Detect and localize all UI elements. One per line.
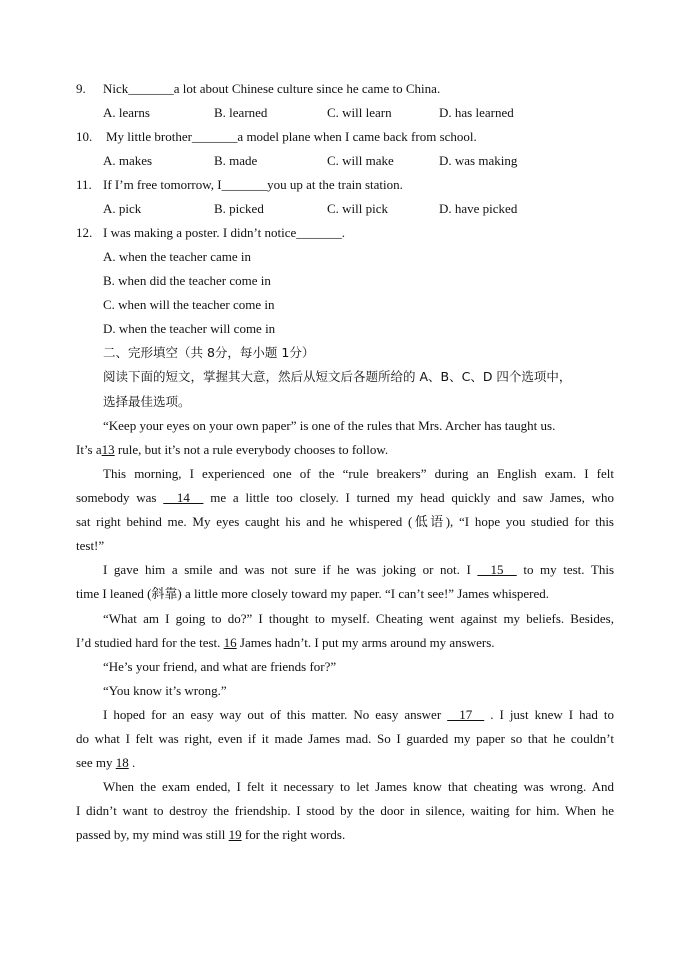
passage-line: test!” <box>76 538 105 553</box>
question-number: 11. <box>76 177 92 192</box>
passage-line: “Keep your eyes on your own paper” is one of the rules that Mrs. Archer has taught us. <box>103 418 556 433</box>
question-stem: If I’m free tomorrow, I_______you up at the train station. <box>103 177 403 192</box>
blank-15[interactable]: 15 <box>477 562 517 577</box>
passage-line: This morning, I experienced one of the “rule breakers” during an English exam. I felt <box>103 466 614 481</box>
passage-line: I didn’t want to destroy the friendship. I stood by the door in silence, waiting for him. When he <box>76 803 614 818</box>
passage-line: “You know it’s wrong.” <box>103 683 227 698</box>
passage-line: somebody was 14 me a little too closely. I turned my head quickly and saw James, who <box>76 490 615 505</box>
blank-14[interactable]: 14 <box>163 490 204 505</box>
question-number: 9. <box>76 81 86 96</box>
passage-line: see my 18 . <box>76 755 136 770</box>
option-b[interactable]: B. made <box>214 153 258 168</box>
option-b[interactable]: B. when did the teacher come in <box>103 273 271 288</box>
question-number: 10. <box>76 129 93 144</box>
question-stem: Nick_______a lot about Chinese culture since he came to China. <box>103 81 441 96</box>
passage-line: passed by, my mind was still 19 for the right words. <box>76 827 346 842</box>
option-b[interactable]: B. picked <box>214 201 264 216</box>
option-a[interactable]: A. when the teacher came in <box>103 249 251 264</box>
option-d[interactable]: D. was making <box>439 153 518 168</box>
option-c[interactable]: C. when will the teacher come in <box>103 297 275 312</box>
passage-line: When the exam ended, I felt it necessary to let James know that cheating was wrong. And <box>103 779 614 794</box>
passage-line: “He’s your friend, and what are friends for?” <box>103 659 337 674</box>
option-b[interactable]: B. learned <box>214 105 268 120</box>
passage-line: time I leaned (斜靠) a little more closely toward my paper. “I can’t see!” James whispered. <box>76 586 550 601</box>
option-a[interactable]: A. makes <box>103 153 153 168</box>
passage-line: It’s a13 rule, but it’s not a rule everybody chooses to follow. <box>76 442 389 457</box>
section-instruction: 阅读下面的短文，掌握其大意，然后从短文后各题所给的 A、B、C、D 四个选项中， <box>103 369 572 384</box>
passage-line: do what I felt was right, even if it made James mad. So I guarded my paper so that he couldn’t <box>76 731 614 746</box>
option-a[interactable]: A. learns <box>103 105 150 120</box>
blank-19[interactable]: 19 <box>228 827 242 842</box>
question-stem: My little brother_______a model plane when I came back from school. <box>106 129 477 144</box>
blank-16[interactable]: 16 <box>223 635 237 650</box>
blank-17[interactable]: 17 <box>447 707 485 722</box>
option-c[interactable]: C. will make <box>327 153 394 168</box>
blank-18[interactable]: 18 <box>115 755 129 770</box>
section-heading: 二、完形填空（共 8分，每小题 1分） <box>103 345 315 360</box>
option-d[interactable]: D. when the teacher will come in <box>103 321 276 336</box>
section-instruction: 选择最佳选项。 <box>103 394 191 409</box>
passage-line: I’d studied hard for the test. 16 James hadn’t. I put my arms around my answers. <box>76 635 495 650</box>
passage-line: “What am I going to do?” I thought to myself. Cheating went against my beliefs. Besides, <box>103 611 614 626</box>
question-number: 12. <box>76 225 93 240</box>
option-c[interactable]: C. will learn <box>327 105 392 120</box>
option-d[interactable]: D. have picked <box>439 201 518 216</box>
passage-line: sat right behind me. My eyes caught his and he whispered (低语), “I hope you studied for this <box>76 514 614 529</box>
option-a[interactable]: A. pick <box>103 201 142 216</box>
blank-13[interactable]: 13 <box>101 442 115 457</box>
passage-line: I gave him a smile and was not sure if he was joking or not. I 15 to my test. This <box>103 562 614 577</box>
passage-line: I hoped for an easy way out of this matter. No easy answer 17 . I just knew I had to <box>103 707 615 722</box>
option-c[interactable]: C. will pick <box>327 201 389 216</box>
question-stem: I was making a poster. I didn’t notice_______. <box>103 225 346 240</box>
option-d[interactable]: D. has learned <box>439 105 514 120</box>
